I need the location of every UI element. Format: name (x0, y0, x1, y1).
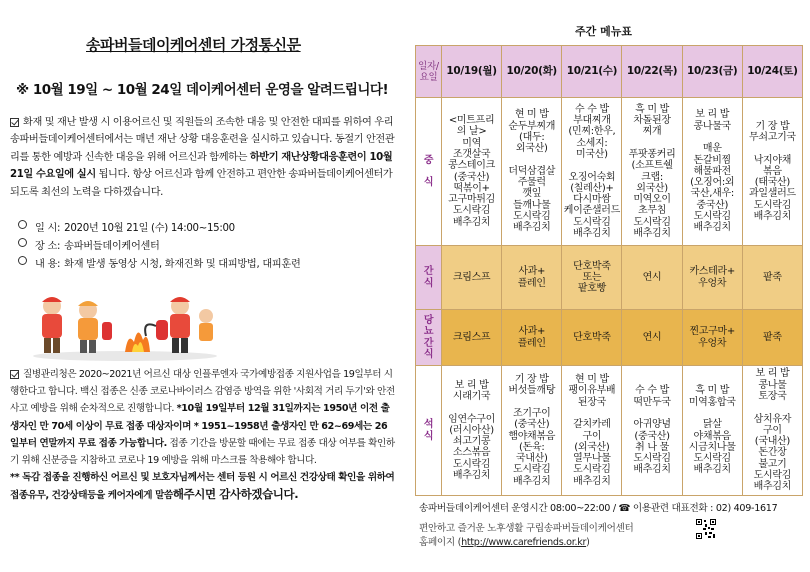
menu-title: 주간 메뉴표 (575, 25, 632, 38)
menu-cell: 흑 미 밥 차돌된장 찌개 푸팟퐁커리 (소프트쉘 크랩: 외국산) 미역오이 초무침 도시락김 배추김치 (622, 98, 682, 246)
menu-cell: 팥죽 (742, 246, 802, 310)
menu-header-row (416, 46, 803, 98)
day-header: 10/23(금) (682, 46, 742, 98)
menu-cell: 연시 (622, 246, 682, 310)
day-header: 10/22(목) (622, 46, 682, 98)
info-row: 내 용: 화재 발생 동영상 시청, 화재진화 및 대피방법, 대피훈련 (18, 256, 301, 274)
center-slogan (419, 522, 634, 550)
circle-bullet-icon (18, 220, 27, 229)
info-row: 일 시: 2020년 10월 21일 (수) 14:00~15:00 (18, 220, 301, 238)
menu-panel (405, 0, 810, 572)
menu-cell: 연시 (622, 310, 682, 366)
firefighter-illustration (30, 290, 220, 362)
menu-cell: 사과+ 플레인 (502, 246, 562, 310)
menu-cell: 카스테라+ 우엉차 (682, 246, 742, 310)
info-row: 장 소: 송파버들데이케어센터 (18, 238, 301, 256)
checkbox-icon (10, 118, 19, 127)
menu-cell: 기 장 밥 무쇠고기국 낙지야채 볶음 (태국산) 과일샐러드 도시락김 배추김치 (742, 98, 802, 246)
circle-bullet-icon (18, 238, 27, 247)
drill-notice: 화재 및 재난 발생 시 이용어르신 및 직원들의 조속한 대응 및 안전한 대피를 위하여 우리 송파버들데이케어센터에서는 매년 재난 상황 대응훈련을 실시하고 있습니다. 동절기 안전관리를 통한 예방과 신속한 대응을 위해 어르신과 함께하는 하반기 재난상황대응훈련이 10월 21일 수요일에 실시 됩니다. 항상 어르신과 함께 안전하고 편안한 송파버들데이케어센터가 되도록 최선의 노력을 다하겠습니다. (10, 117, 395, 198)
menu-cell: 보 리 밥 시래기국 임연수구이 (러시아산) 쇠고기콩 소스볶음 도시락김 배추김치 (442, 366, 502, 496)
menu-cell: 단호박죽 또는 팥호빵 (562, 246, 622, 310)
homepage-link[interactable]: http://www.carefriends.or.kr (461, 537, 587, 548)
menu-cell: 보 리 밥 콩나물국 매운 돈갈비찜 해물파전 (오징어:외 국산,새우: 중국산) 도시락김 배추김치 (682, 98, 742, 246)
menu-cell: 단호박죽 (562, 310, 622, 366)
menu-cell: 기 장 밥 버섯들깨탕 조기구이 (중국산) 햄야채볶음 (돈육: 국내산) 도시락김 배추김치 (502, 366, 562, 496)
dinner-row (416, 366, 803, 496)
day-header: 10/20(화) (502, 46, 562, 98)
menu-cell: 크림스프 (442, 310, 502, 366)
menu-cell: <미트프리 의 날> 미역 조갯살국 콩스테이크 (중국산) 떡볶이+ 고구마튀김 도시락김 배추김치 (442, 98, 502, 246)
menu-cell: 크림스프 (442, 246, 502, 310)
menu-cell: 사과+ 플레인 (502, 310, 562, 366)
circle-bullet-icon (18, 256, 27, 265)
weekly-menu-table (415, 45, 803, 496)
homepage-line: 홈페이지 (http://www.carefriends.or.kr) (419, 537, 590, 548)
menu-cell: 수 수 밥 부대찌개 (민찌:한우, 소세지: 미국산) 오징어숙회 (칠레산)+ 다시마쌈 케이준샐러드 도시락김 배추김치 (562, 98, 622, 246)
qr-code-icon[interactable] (695, 518, 717, 540)
drill-info (18, 220, 301, 274)
menu-cell: 현 미 밥 팽이유부배 된장국 갈치카레 구이 (외국산) 열무나물 도시락김 배추김치 (562, 366, 622, 496)
newsletter-title: 송파버들데이케어센터 가정통신문 (86, 36, 301, 54)
operating-hours: 송파버들데이케어센터 운영시간 08:00~22:00 / ☎ 이용관련 대표전화 : 02) 409-1617 (419, 503, 778, 514)
snack-label: 간 식 (416, 246, 442, 310)
slogan-text: 편안하고 즐거운 노후생활 구립송파버들데이케어센터 (419, 523, 634, 534)
snack-row (416, 246, 803, 310)
flu-vaccine-notice: 질병관리청은 2020~2021년 어르신 대상 인플루엔자 국가예방접종 지원사업을 19일부터 시행한다고 합니다. 백신 접종은 신종 코로나바이러스 감염증 방역을 위한 '사회적 거리 두기'와 안전사고 예방을 위해 순차적으로 진행합니다. *10월 19일부터 12월 31일까지는 1950년 이전 출생자인 만 70세 이상이 무료 접종 대상자이며 * 1951~1958년 출생자인 만 62~69세는 26일부터 연말까지 무료 접종 가능합니다. 접종 기간을 방문할 때에는 무료 접종 대상 여부를 확인하기 위해 신분증을 지참하고 코로나 19 예방을 위해 마스크를 착용해야 합니다. ** 독감 접종을 진행하신 어르신 및 보호자님께서는 센터 등원 시 어르신 건강상태 확인을 위하여 접종유무, 건강상태등을 케어자에게 말씀해주시면 감사하겠습니다. (10, 369, 395, 502)
corner-cell: 일자/요일 (416, 46, 442, 98)
menu-cell: 찐고구마+ 우엉차 (682, 310, 742, 366)
menu-cell: 현 미 밥 순두부찌개 (대두: 외국산) 더덕삼겹살 주물럭 깻잎 들깨나물 도시락김 배추김치 (502, 98, 562, 246)
diabetic-snack-label: 당 뇨 간 식 (416, 310, 442, 366)
checkbox-icon (10, 370, 19, 379)
day-header: 10/19(월) (442, 46, 502, 98)
day-header: 10/24(토) (742, 46, 802, 98)
menu-cell: 흑 미 밥 미역홍합국 닭살 야채볶음 시금치나물 도시락김 배추김치 (682, 366, 742, 496)
diabetic-snack-row (416, 310, 803, 366)
day-header: 10/21(수) (562, 46, 622, 98)
headline: ※ 10월 19일 ~ 10월 24일 데이케어센터 운영을 알려드립니다! (16, 82, 389, 98)
dinner-label: 석 식 (416, 366, 442, 496)
menu-cell: 팥죽 (742, 310, 802, 366)
lunch-label: 중 식 (416, 98, 442, 246)
lunch-row (416, 98, 803, 246)
menu-cell: 보 리 밥 콩나물 토장국 삼치유자 구이 (국내산) 돈간장 불고기 도시락김 배추김치 (742, 366, 802, 496)
menu-cell: 수 수 밥 떡만두국 아귀양념 (중국산) 취 나 물 도시락김 배추김치 (622, 366, 682, 496)
